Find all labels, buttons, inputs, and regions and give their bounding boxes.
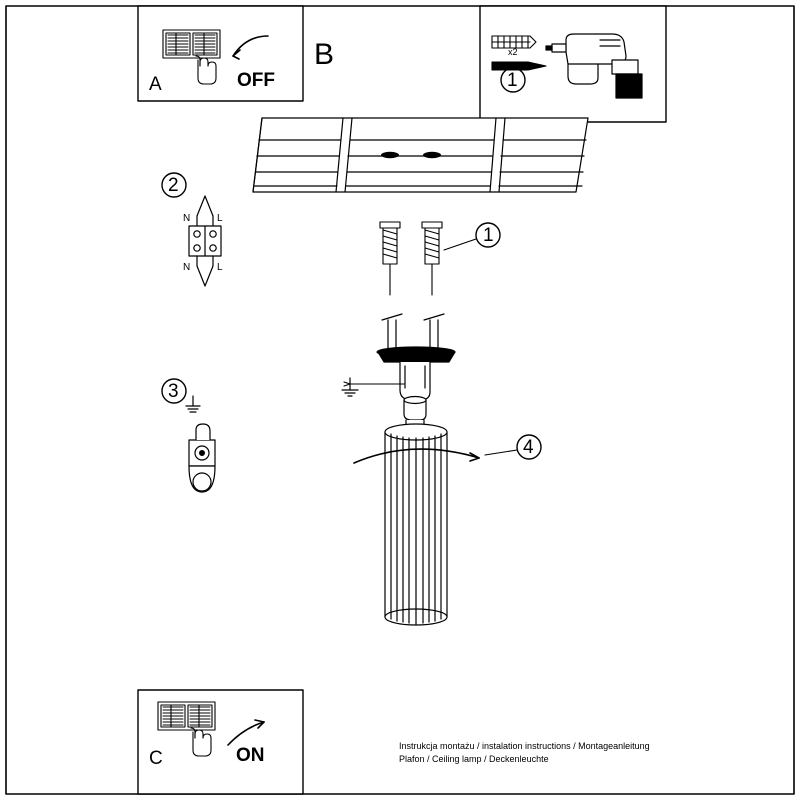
- step-3-number: 3: [168, 381, 179, 402]
- callout-1-number: 1: [483, 225, 494, 246]
- wire-label-n-bottom: N: [183, 262, 191, 273]
- footer-line-2: Plafon / Ceiling lamp / Deckenleuchte: [399, 754, 549, 764]
- callout-4-number: 4: [523, 437, 534, 458]
- wire-label-l-top: L: [217, 213, 223, 224]
- panel-a-state-label: OFF: [237, 70, 275, 91]
- tools-step-number: 1: [507, 70, 518, 91]
- wire-label-l-bottom: L: [217, 262, 223, 273]
- footer-line-1: Instrukcja montażu / instalation instructions / Montageanleitung: [399, 741, 650, 751]
- wire-label-n-top: N: [183, 213, 191, 224]
- panel-c-state-label: ON: [236, 745, 265, 766]
- panel-a-letter: A: [149, 74, 162, 95]
- tools-multiplier-label: x2: [508, 47, 518, 57]
- panel-c-letter: C: [149, 748, 163, 769]
- step-2-number: 2: [168, 175, 179, 196]
- panel-b-letter: B: [314, 38, 335, 71]
